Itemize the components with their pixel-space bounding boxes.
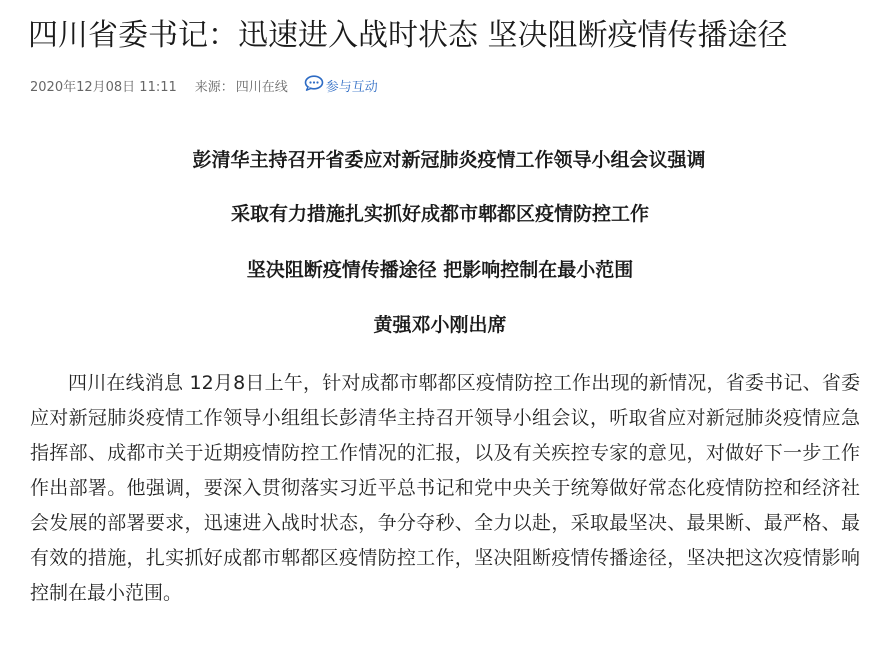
interact-link[interactable] — [304, 75, 378, 95]
source-name: 四川在线 — [235, 79, 288, 95]
subhead-4: 黄强邓小刚出席 — [373, 314, 507, 336]
subhead-1: 彭清华主持召开省委应对新冠肺炎疫情工作领导小组会议强调 — [192, 149, 706, 171]
publish-date: 2020年12月08日 11:11 — [30, 79, 177, 95]
article-meta — [30, 74, 378, 96]
interact-label: 参与互动 — [325, 79, 378, 95]
body-paragraph: 四川在线消息 12月8日上午，针对成都市郫都区疫情防控工作出现的新情况，省委书记、省委应对新冠肺炎疫情工作领导小组组长彭清华主持召开领导小组会议，听取省应对新冠肺炎疫情应急指挥部、成都市关于近期疫情防控工作情况的汇报，以及有关疾控专家的意见，对做好下一步工作作出部署。他强调，要深入贯彻落实习近平总书记和党中央关于统筹做好常态化疫情防控和经济社会发展的部署要求，迅速进入战时状态，争分夺秒、全力以赴，采取最坚决、最果断、最严格、最有效的措施，扎实抓好成都市郫都区疫情防控工作，坚决阻断疫情传播途径，坚决把这次疫情影响控制在最小范围。 — [30, 372, 860, 604]
subhead-3: 坚决阻断疫情传播途径 把影响控制在最小范围 — [246, 259, 634, 281]
article-title: 四川省委书记：迅速进入战时状态 坚决阻断疫情传播途径 — [28, 18, 788, 53]
source-label: 来源： — [194, 79, 234, 95]
chat-bubble-icon — [304, 75, 326, 95]
subhead-2: 采取有力措施扎实抓好成都市郫都区疫情防控工作 — [230, 203, 649, 225]
